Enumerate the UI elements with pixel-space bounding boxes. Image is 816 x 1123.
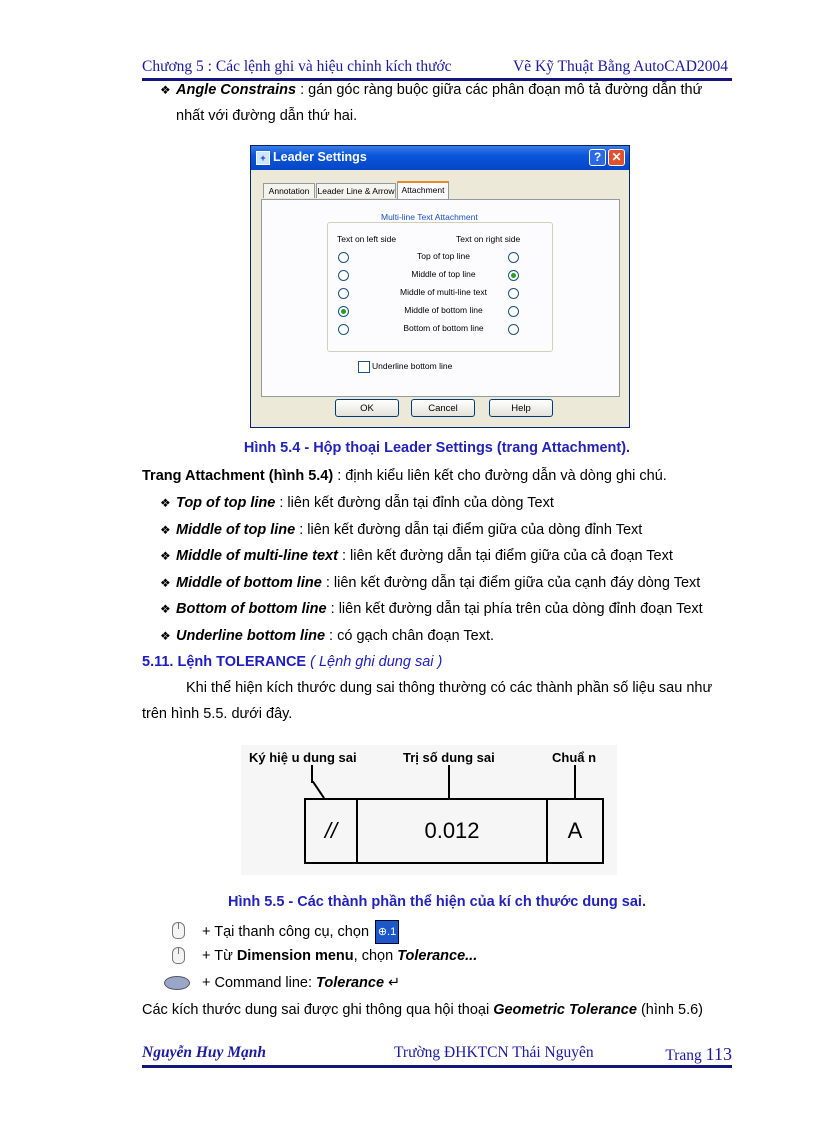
- attachment-item-term: Top of top line: [176, 495, 276, 511]
- option-label: Middle of top line: [411, 269, 476, 279]
- figure-5-5-caption: Hình 5.5 - Các thành phần thể hiện của kí ch thước dung sai.: [227, 894, 646, 910]
- left-radio-0[interactable]: [338, 252, 349, 263]
- intro-text: : gán góc ràng buộc giữa các phân đoạn mô tả đường dẫn thứ: [296, 82, 703, 98]
- option-label: Top of top line: [417, 251, 470, 261]
- left-radio-3[interactable]: [338, 306, 349, 317]
- tab-attachment[interactable]: Attachment: [397, 181, 449, 199]
- tab-annotation[interactable]: Annotation: [263, 183, 315, 198]
- cmd-line-prefix: + Command line:: [202, 975, 317, 991]
- attachment-item: [160, 546, 673, 566]
- attachment-item-text: : liên kết đường dẫn tại điểm giữa của dòng đỉnh Text: [295, 521, 643, 538]
- diamond-bullet-icon: ❖: [160, 602, 171, 616]
- diamond-bullet-icon: ❖: [160, 522, 171, 537]
- tolerance-value: 0.012: [424, 818, 480, 843]
- attachment-term: Trang Attachment (hình 5.4): [142, 468, 334, 484]
- attachment-item-term: Middle of multi-line text: [176, 548, 338, 564]
- mouse-icon: [172, 947, 185, 964]
- label-tolerance-symbol: Ký hiệ u dung sai: [249, 750, 357, 765]
- enter-key-icon: ↵: [384, 975, 401, 991]
- page-header: [142, 58, 730, 80]
- cmd-menu-item: Tolerance...: [397, 948, 478, 964]
- attachment-item-text: : có gạch chân đoạn Text.: [325, 627, 495, 644]
- attachment-item-text: : liên kết đường dẫn tại đỉnh của dòng Text: [275, 495, 554, 511]
- diamond-bullet-icon: ❖: [160, 628, 171, 643]
- option-label: Middle of multi-line text: [400, 287, 487, 297]
- diamond-bullet-icon: ❖: [160, 549, 171, 563]
- cmd-toolbar-text: + Tại thanh công cụ, chọn: [202, 923, 370, 940]
- section-heading: [142, 652, 442, 672]
- section-para-2: trên hình 5.5. dưới đây.: [142, 706, 293, 722]
- leader-line-value: [448, 765, 450, 800]
- intro-bullet: [160, 80, 702, 100]
- diamond-bullet-icon: ❖: [160, 496, 171, 510]
- option-label: Middle of bottom line: [404, 305, 483, 315]
- footer-rule: [142, 1065, 732, 1068]
- option-label: Bottom of bottom line: [403, 323, 484, 333]
- left-side-header: Text on left side: [337, 234, 397, 244]
- closing-term: Geometric Tolerance: [493, 1002, 637, 1018]
- dialog-title-bar[interactable]: [251, 146, 629, 170]
- right-side-header: Text on right side: [456, 234, 521, 244]
- underline-checkbox[interactable]: [358, 361, 370, 373]
- tolerance-figure: [241, 745, 617, 875]
- tab-leader-line-arrow[interactable]: Leader Line & Arrow: [316, 183, 396, 198]
- underline-label: Underline bottom line: [372, 361, 453, 371]
- header-chapter: Chương 5 : Các lệnh ghi và hiệu chỉnh kích thước: [142, 58, 452, 75]
- attachment-item: [160, 493, 554, 513]
- label-datum: Chuẩ n: [552, 750, 597, 765]
- attachment-item: [160, 573, 700, 593]
- cancel-button[interactable]: Cancel: [411, 399, 475, 417]
- section-para-1: Khi thể hiện kích thước dung sai thông thường có các thành phần số liệu sau như: [186, 680, 713, 696]
- leader-settings-dialog: [250, 145, 630, 428]
- closing-prefix: Các kích thước dung sai được ghi thông qua hội thoại: [142, 1002, 494, 1018]
- attachment-item: [160, 599, 703, 619]
- app-icon: +: [256, 151, 270, 165]
- tolerance-datum: A: [567, 818, 583, 843]
- footer-page: [665, 1044, 732, 1065]
- left-radio-4[interactable]: [338, 324, 349, 335]
- ok-button[interactable]: OK: [335, 399, 399, 417]
- attachment-item-term: Middle of bottom line: [176, 574, 322, 591]
- cmd-menu-prefix: + Từ: [202, 948, 237, 964]
- footer-page-number: 113: [705, 1044, 732, 1064]
- leader-line-symbol-angled: [312, 781, 325, 799]
- section-subtitle: ( Lệnh ghi dung sai ): [306, 654, 443, 670]
- attachment-item-term: Middle of top line: [176, 521, 296, 538]
- cmd-menu-name: Dimension menu: [236, 948, 354, 964]
- attachment-item-text: : liên kết đường dẫn tại điểm giữa của cả đoạn Text: [337, 548, 673, 564]
- intro-term: Angle Constrains: [176, 82, 297, 98]
- cmd-toolbar: [202, 920, 399, 944]
- attachment-item-text: : liên kết đường dẫn tại phía trên của dòng đỉnh đoạn Text: [326, 601, 703, 617]
- diamond-bullet-icon: ❖: [160, 83, 171, 97]
- figure-5-4-caption: Hình 5.4 - Hộp thoại Leader Settings (trang Attachment).: [243, 440, 631, 456]
- attachment-item-term: Bottom of bottom line: [176, 601, 327, 617]
- cmd-line: [202, 973, 400, 993]
- right-radio-0[interactable]: [508, 252, 519, 263]
- intro-text-cont: nhất với đường dẫn thứ hai.: [176, 108, 358, 124]
- help-question-button[interactable]: ?: [589, 149, 606, 166]
- tolerance-symbol: //: [324, 818, 338, 843]
- header-book-title: Vẽ Kỹ Thuật Bằng AutoCAD2004: [513, 58, 728, 75]
- closing-suffix: (hình 5.6): [636, 1002, 704, 1018]
- attachment-desc: : định kiểu liên kết cho đường dẫn và dòng ghi chú.: [333, 468, 667, 484]
- mouse-icon: [172, 922, 185, 939]
- footer-school: Trường ĐHKTCN Thái Nguyên: [394, 1044, 594, 1061]
- diamond-bullet-icon: ❖: [160, 575, 171, 590]
- tolerance-tool-icon[interactable]: ⊕.1: [375, 920, 399, 944]
- dialog-title: Leader Settings: [273, 150, 367, 164]
- cmd-menu-mid: , chọn: [353, 948, 398, 964]
- attachment-intro: [142, 466, 667, 486]
- help-button[interactable]: Help: [489, 399, 553, 417]
- footer-author: Nguyễn Huy Mạnh: [142, 1044, 267, 1061]
- right-radio-1[interactable]: [508, 270, 519, 281]
- section-title: 5.11. Lệnh TOLERANCE: [142, 654, 307, 670]
- group-title: Multi-line Text Attachment: [381, 212, 478, 222]
- attachment-item-text: : liên kết đường dẫn tại điểm giữa của cạnh đáy dòng Text: [321, 574, 701, 591]
- left-radio-2[interactable]: [338, 288, 349, 299]
- attachment-item-term: Underline bottom line: [176, 627, 326, 644]
- footer-page-label: Trang: [665, 1047, 702, 1064]
- cmd-menu: [202, 946, 477, 966]
- attachment-item: [160, 626, 494, 646]
- cmd-line-name: Tolerance: [316, 975, 385, 991]
- label-tolerance-value: Trị số dung sai: [403, 750, 495, 765]
- right-radio-3[interactable]: [508, 306, 519, 317]
- close-button[interactable]: ✕: [608, 149, 625, 166]
- right-radio-4[interactable]: [508, 324, 519, 335]
- attachment-item: [160, 520, 642, 540]
- right-radio-2[interactable]: [508, 288, 519, 299]
- closing-paragraph: [142, 1000, 703, 1020]
- leader-line-datum: [574, 765, 576, 800]
- keyboard-icon: [164, 976, 190, 990]
- left-radio-1[interactable]: [338, 270, 349, 281]
